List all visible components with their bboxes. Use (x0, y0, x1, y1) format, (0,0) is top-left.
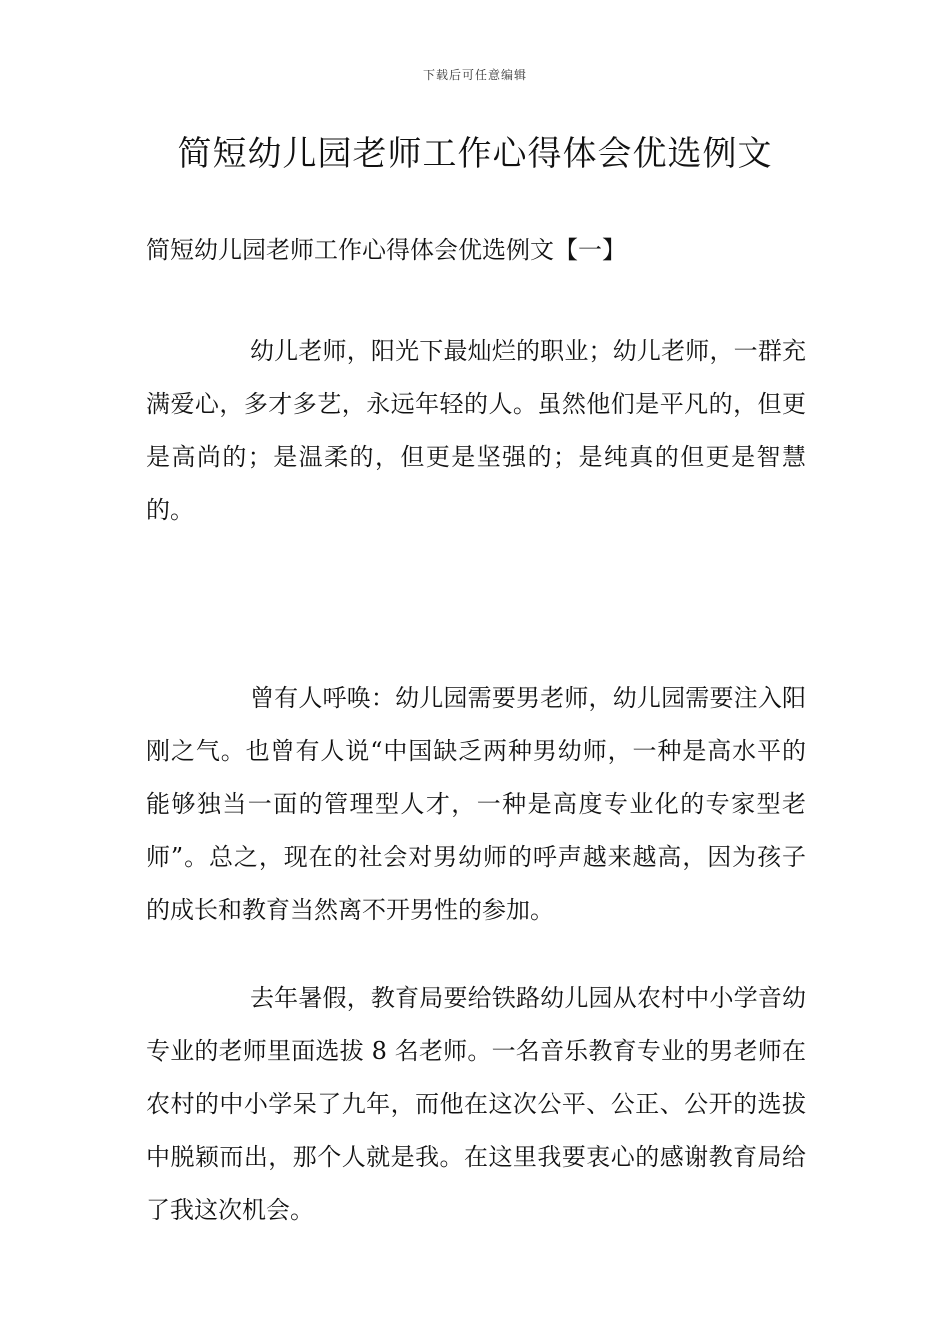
section-heading: 简短幼儿园老师工作心得体会优选例文【一】 (146, 236, 626, 264)
header-note: 下载后可任意编辑 (422, 68, 527, 82)
paragraph-3: 去年暑假，教育局要给铁路幼儿园从农村中小学音幼专业的老师里面选拔 8 名老师。一名音乐教育专业的男老师在农村的中小学呆了九年，而他在这次公平、公正、公开的选拔中脱颖而出，那个人就是我。在这里我要衷心的感谢教育局给了我这次机会。 (146, 984, 806, 1224)
document-title: 简短幼儿园老师工作心得体会优选例文 (177, 134, 773, 174)
paragraph-2: 曾有人呼唤：幼儿园需要男老师，幼儿园需要注入阳刚之气。也曾有人说“中国缺乏两种男幼师，一种是高水平的能够独当一面的管理型人才，一种是高度专业化的专家型老师”。总之，现在的社会对男幼师的呼声越来越高，因为孩子的成长和教育当然离不开男性的参加。 (146, 684, 806, 924)
paragraph-1: 幼儿老师，阳光下最灿烂的职业；幼儿老师，一群充满爱心，多才多艺，永远年轻的人。虽然他们是平凡的，但更是高尚的；是温柔的，但更是坚强的；是纯真的但更是智慧的。 (146, 337, 806, 524)
